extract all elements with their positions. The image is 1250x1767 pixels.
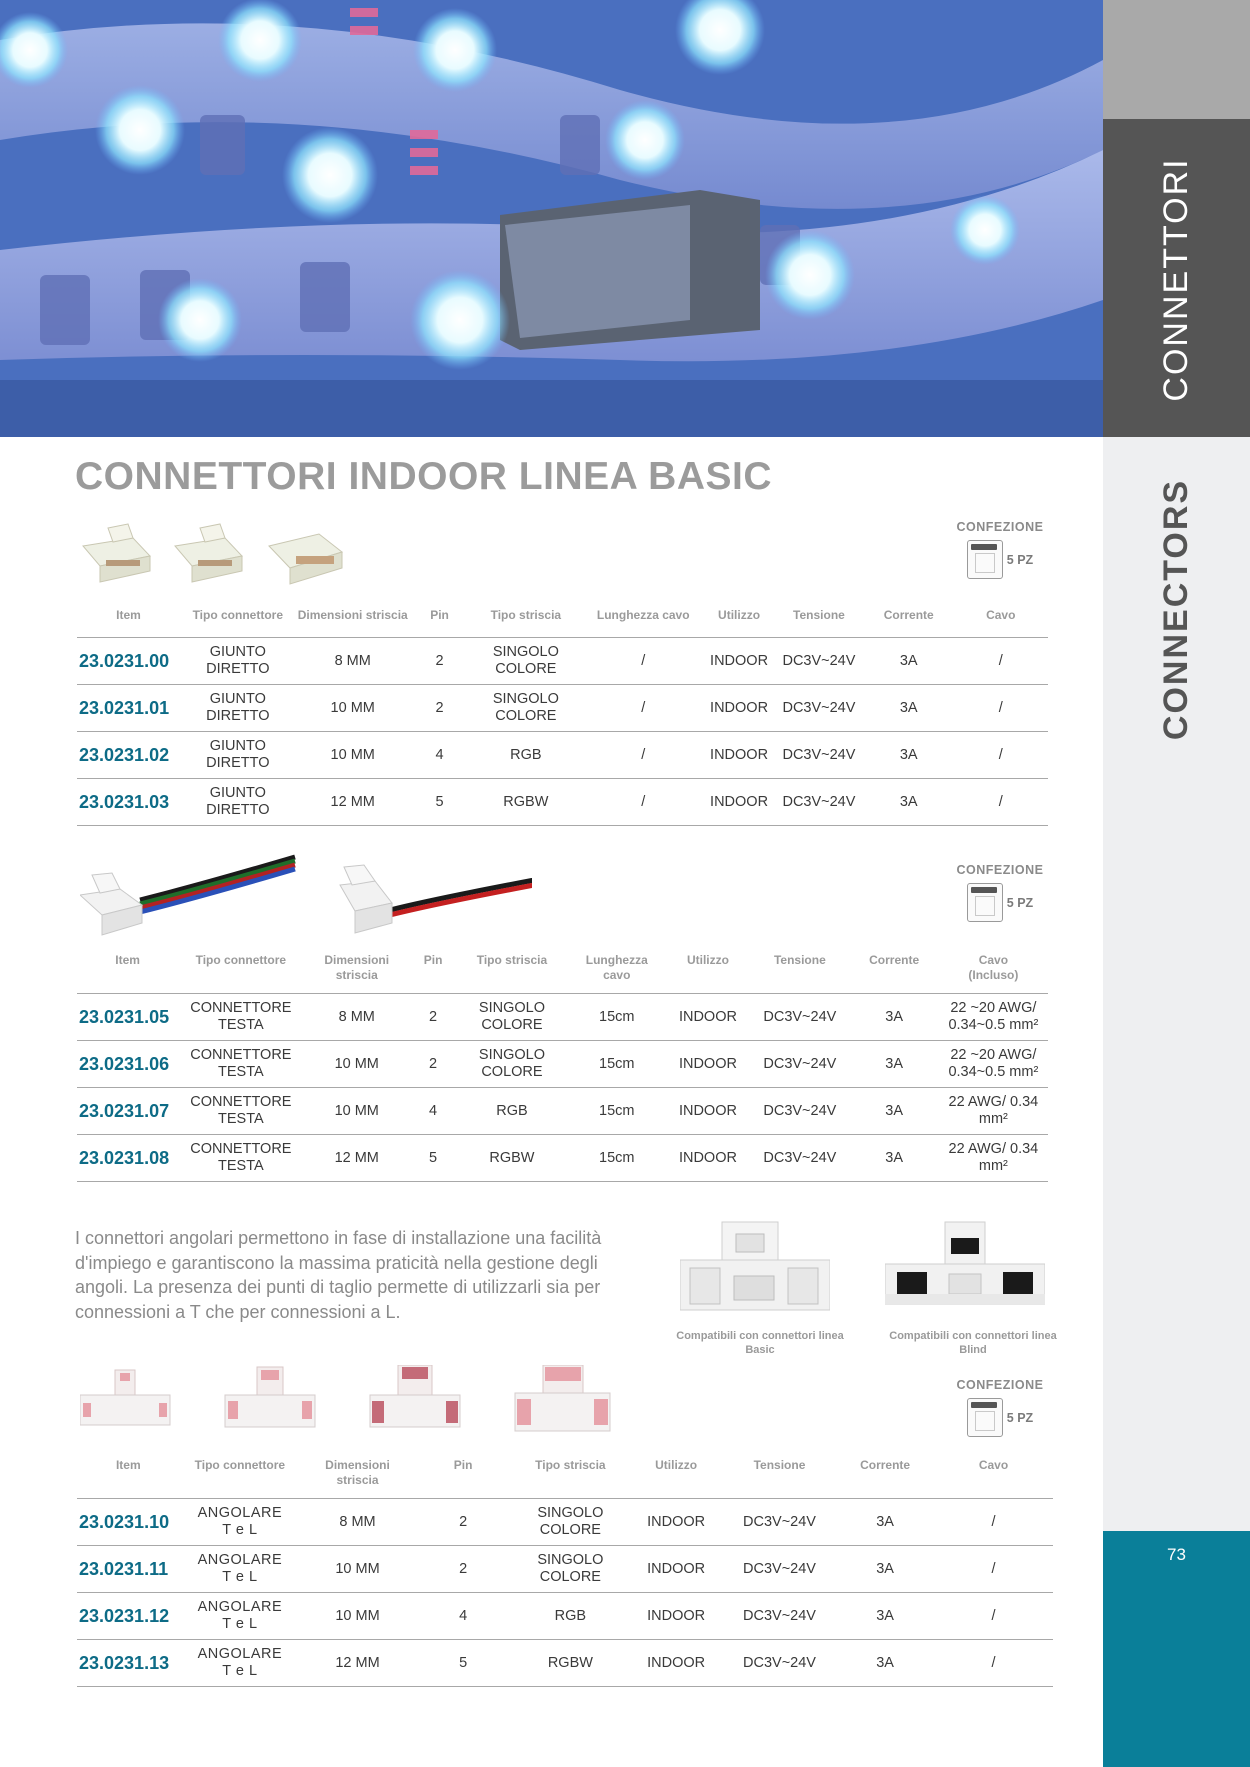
item-code: 23.0231.06 — [77, 1041, 178, 1088]
angular-connectors-description: I connettori angolari permettono in fase di installazione una facilità d'impiego e garantiscono la massima praticità nella gestione degli angoli. La presenza dei punti di taglio permette di utilizzarli sia per connessioni a T che per connessioni a L. — [75, 1228, 602, 1322]
t-connector-blind-photo — [885, 1220, 1045, 1320]
angular-connector-4pin — [370, 1365, 460, 1427]
table-row — [77, 1041, 1048, 1088]
page-title: CONNETTORI INDOOR LINEA BASIC — [75, 455, 773, 498]
table-cell: GIUNTO DIRETTO — [180, 638, 296, 685]
table-cell: ANGOLARE T e L — [180, 1546, 301, 1593]
table-cell: 12 MM — [300, 1640, 415, 1687]
column-header: Pin — [453, 1458, 473, 1472]
table-cell: INDOOR — [629, 1546, 722, 1593]
table-cell: 10 MM — [303, 1041, 410, 1088]
column-header: Lunghezza cavo — [585, 953, 648, 982]
spec-table-head-connector — [77, 953, 1048, 1182]
table-cell: 4 — [415, 1593, 511, 1640]
column-header: Corrente — [869, 953, 920, 967]
table-cell: / — [954, 779, 1048, 826]
column-header: Utilizzo — [655, 1458, 698, 1472]
table-row — [77, 1088, 1048, 1135]
table-cell: 15cm — [568, 1088, 666, 1135]
table-cell: 3A — [850, 1041, 939, 1088]
bag-icon — [967, 1398, 1003, 1437]
item-code: 23.0231.10 — [77, 1499, 180, 1546]
table-cell: SINGOLO COLORE — [469, 685, 582, 732]
table-row — [77, 1135, 1048, 1182]
table-cell: 3A — [836, 1499, 934, 1546]
table-cell: 2 — [410, 685, 470, 732]
direct-joint-connector-3 — [269, 534, 342, 584]
table-row — [77, 1593, 1053, 1640]
table-cell: 10 MM — [296, 685, 410, 732]
table-cell: RGBW — [511, 1640, 629, 1687]
table-cell: RGB — [456, 1088, 568, 1135]
item-code: 23.0231.05 — [77, 994, 178, 1041]
table-cell: DC3V~24V — [774, 779, 864, 826]
table-cell: INDOOR — [666, 1135, 750, 1182]
table-cell: 3A — [864, 638, 954, 685]
item-code: 23.0231.12 — [77, 1593, 180, 1640]
table-cell: INDOOR — [704, 732, 774, 779]
column-header: Tipo striscia — [476, 953, 548, 967]
table-cell: / — [582, 685, 704, 732]
table-cell: 5 — [410, 1135, 456, 1182]
table-cell: RGB — [469, 732, 582, 779]
table-cell: DC3V~24V — [750, 1088, 849, 1135]
table-cell: 10 MM — [303, 1088, 410, 1135]
column-header: Tipo connettore — [195, 953, 287, 967]
table-cell: 22 ~20 AWG/ 0.34~0.5 mm² — [939, 994, 1048, 1041]
table-cell: INDOOR — [629, 1640, 722, 1687]
item-code: 23.0231.02 — [77, 732, 180, 779]
side-tab-top-block — [1103, 0, 1250, 119]
spec-table-angular-connector — [77, 1458, 1053, 1687]
hero-led-strip-photo — [0, 0, 1103, 437]
table-cell: INDOOR — [666, 1088, 750, 1135]
column-header: Tipo connettore — [192, 608, 284, 622]
column-header: Lunghezza cavo — [596, 608, 690, 622]
packaging-qty: 5 PZ — [1006, 895, 1034, 910]
table-cell: INDOOR — [704, 685, 774, 732]
table-cell: 2 — [410, 638, 470, 685]
column-header: Tipo connettore — [194, 1458, 286, 1472]
table-cell: RGBW — [456, 1135, 568, 1182]
table-row — [77, 732, 1048, 779]
column-header: Item — [115, 1458, 141, 1472]
table-cell: GIUNTO DIRETTO — [180, 779, 296, 826]
column-header: Cavo (Incluso) — [968, 953, 1019, 982]
table-cell: 22 AWG/ 0.34 mm² — [939, 1135, 1048, 1182]
bag-icon — [967, 883, 1003, 922]
item-code: 23.0231.01 — [77, 685, 180, 732]
side-tab — [1103, 0, 1250, 1767]
table-cell: 10 MM — [300, 1546, 415, 1593]
table-cell: INDOOR — [666, 994, 750, 1041]
table-cell: 8 MM — [300, 1499, 415, 1546]
table-row — [77, 638, 1048, 685]
table-cell: RGB — [511, 1593, 629, 1640]
table-cell: / — [934, 1593, 1053, 1640]
table-cell: / — [582, 779, 704, 826]
table-cell: DC3V~24V — [723, 1593, 836, 1640]
column-header: Tensione — [793, 608, 845, 622]
table-cell: DC3V~24V — [774, 685, 864, 732]
led-strip-illustration — [0, 0, 1103, 437]
table-cell: 4 — [410, 1088, 456, 1135]
section-label-italian: CONNETTORI — [1157, 157, 1195, 402]
item-code: 23.0231.00 — [77, 638, 180, 685]
column-header: Item — [115, 953, 140, 967]
table-cell: SINGOLO COLORE — [511, 1546, 629, 1593]
table-cell: DC3V~24V — [723, 1499, 836, 1546]
table-cell: 3A — [850, 1088, 939, 1135]
table-cell: 15cm — [568, 994, 666, 1041]
table-cell: CONNETTORE TESTA — [178, 1135, 303, 1182]
page-number: 73 — [1167, 1545, 1186, 1564]
table-row — [77, 994, 1048, 1041]
table-cell: 3A — [864, 732, 954, 779]
rgb-head-connector — [80, 857, 295, 935]
table-row — [77, 685, 1048, 732]
column-header: Tensione — [753, 1458, 806, 1472]
packaging-label: CONFEZIONE — [956, 863, 1044, 877]
table-cell: / — [582, 732, 704, 779]
column-header: Tensione — [773, 953, 826, 967]
table-cell: ANGOLARE T e L — [180, 1640, 301, 1687]
packaging-info-2 — [955, 863, 1045, 922]
table-cell: DC3V~24V — [774, 638, 864, 685]
table-cell: 8 MM — [303, 994, 410, 1041]
table-cell: 8 MM — [296, 638, 410, 685]
compat-blind-caption: Compatibili con connettori linea Blind — [889, 1330, 1057, 1356]
table-cell: DC3V~24V — [750, 994, 849, 1041]
table-cell: DC3V~24V — [774, 732, 864, 779]
table-cell: DC3V~24V — [723, 1546, 836, 1593]
table-cell: 3A — [864, 685, 954, 732]
table-cell: SINGOLO COLORE — [456, 1041, 568, 1088]
table-cell: CONNETTORE TESTA — [178, 994, 303, 1041]
packaging-label: CONFEZIONE — [956, 1378, 1044, 1392]
table-cell: 3A — [836, 1640, 934, 1687]
table-cell: DC3V~24V — [750, 1135, 849, 1182]
table-cell: INDOOR — [629, 1499, 722, 1546]
table-cell: INDOOR — [629, 1593, 722, 1640]
table-cell: 3A — [864, 779, 954, 826]
table-cell: 15cm — [568, 1135, 666, 1182]
packaging-label: CONFEZIONE — [956, 520, 1044, 534]
angular-connector-5pin — [515, 1365, 610, 1431]
table-cell: 5 — [410, 779, 470, 826]
column-header: Cavo — [978, 1458, 1009, 1472]
angular-connector-photos — [80, 1365, 615, 1435]
table-cell: ANGOLARE T e L — [180, 1499, 301, 1546]
table-cell: / — [954, 685, 1048, 732]
column-header: Tipo striscia — [535, 1458, 606, 1472]
table-cell: 3A — [850, 1135, 939, 1182]
table-cell: 3A — [836, 1593, 934, 1640]
column-header: Utilizzo — [718, 608, 761, 622]
table-cell: 22 ~20 AWG/ 0.34~0.5 mm² — [939, 1041, 1048, 1088]
column-header: Dimensioni striscia — [325, 1458, 390, 1487]
packaging-qty: 5 PZ — [1006, 552, 1034, 567]
table-cell: 2 — [410, 994, 456, 1041]
item-code: 23.0231.13 — [77, 1640, 180, 1687]
table-cell: 2 — [415, 1546, 511, 1593]
item-code: 23.0231.08 — [77, 1135, 178, 1182]
table-cell: 12 MM — [296, 779, 410, 826]
table-row — [77, 1546, 1053, 1593]
packaging-info-1 — [955, 520, 1045, 579]
table-row — [77, 779, 1048, 826]
table-cell: 2 — [415, 1499, 511, 1546]
bag-icon — [967, 540, 1003, 579]
section-label-english: CONNECTORS — [1157, 478, 1195, 741]
column-header: Corrente — [883, 608, 934, 622]
head-connector-photos — [80, 845, 532, 940]
column-header: Tipo striscia — [490, 608, 562, 622]
table-cell: SINGOLO COLORE — [511, 1499, 629, 1546]
single-color-head-connector — [340, 865, 532, 933]
table-cell: 22 AWG/ 0.34 mm² — [939, 1088, 1048, 1135]
table-cell: / — [934, 1546, 1053, 1593]
direct-joint-connector-2 — [175, 524, 242, 582]
packaging-qty: 5 PZ — [1006, 1410, 1034, 1425]
direct-joint-connector-photos — [78, 516, 353, 586]
packaging-info-3 — [955, 1378, 1045, 1437]
table-cell: SINGOLO COLORE — [469, 638, 582, 685]
table-cell: CONNETTORE TESTA — [178, 1041, 303, 1088]
column-header: Pin — [423, 953, 443, 967]
spec-table-direct-joint — [77, 608, 1048, 826]
table-cell: 2 — [410, 1041, 456, 1088]
page-number-block — [1103, 1531, 1250, 1767]
table-cell: DC3V~24V — [750, 1041, 849, 1088]
column-header: Pin — [430, 608, 449, 622]
table-cell: RGBW — [469, 779, 582, 826]
table-cell: 3A — [836, 1546, 934, 1593]
table-row — [77, 1640, 1053, 1687]
column-header: Utilizzo — [686, 953, 729, 967]
table-cell: SINGOLO COLORE — [456, 994, 568, 1041]
table-cell: ANGOLARE T e L — [180, 1593, 301, 1640]
column-header: Item — [116, 608, 141, 622]
table-cell: / — [934, 1499, 1053, 1546]
table-cell: / — [954, 638, 1048, 685]
table-cell: 12 MM — [303, 1135, 410, 1182]
table-cell: 3A — [850, 994, 939, 1041]
table-row — [77, 1499, 1053, 1546]
item-code: 23.0231.11 — [77, 1546, 180, 1593]
compat-basic-caption: Compatibili con connettori linea Basic — [676, 1330, 844, 1356]
column-header: Dimensioni striscia — [324, 953, 390, 982]
table-cell: INDOOR — [704, 779, 774, 826]
table-cell: 10 MM — [300, 1593, 415, 1640]
table-cell: 4 — [410, 732, 470, 779]
column-header: Cavo — [986, 608, 1016, 622]
item-code: 23.0231.07 — [77, 1088, 178, 1135]
item-code: 23.0231.03 — [77, 779, 180, 826]
table-cell: 5 — [415, 1640, 511, 1687]
table-cell: 10 MM — [296, 732, 410, 779]
t-connector-basic-photo — [680, 1220, 830, 1320]
table-cell: INDOOR — [666, 1041, 750, 1088]
table-cell: CONNETTORE TESTA — [178, 1088, 303, 1135]
column-header: Dimensioni striscia — [297, 608, 408, 622]
table-cell: 15cm — [568, 1041, 666, 1088]
direct-joint-connector-1 — [83, 524, 150, 582]
table-cell: GIUNTO DIRETTO — [180, 732, 296, 779]
table-cell: GIUNTO DIRETTO — [180, 685, 296, 732]
table-cell: INDOOR — [704, 638, 774, 685]
column-header: Corrente — [860, 1458, 911, 1472]
angular-connector-2pin-b — [225, 1367, 315, 1427]
table-cell: / — [954, 732, 1048, 779]
table-cell: / — [582, 638, 704, 685]
table-cell: / — [934, 1640, 1053, 1687]
angular-connector-2pin — [80, 1370, 170, 1425]
table-cell: DC3V~24V — [723, 1640, 836, 1687]
